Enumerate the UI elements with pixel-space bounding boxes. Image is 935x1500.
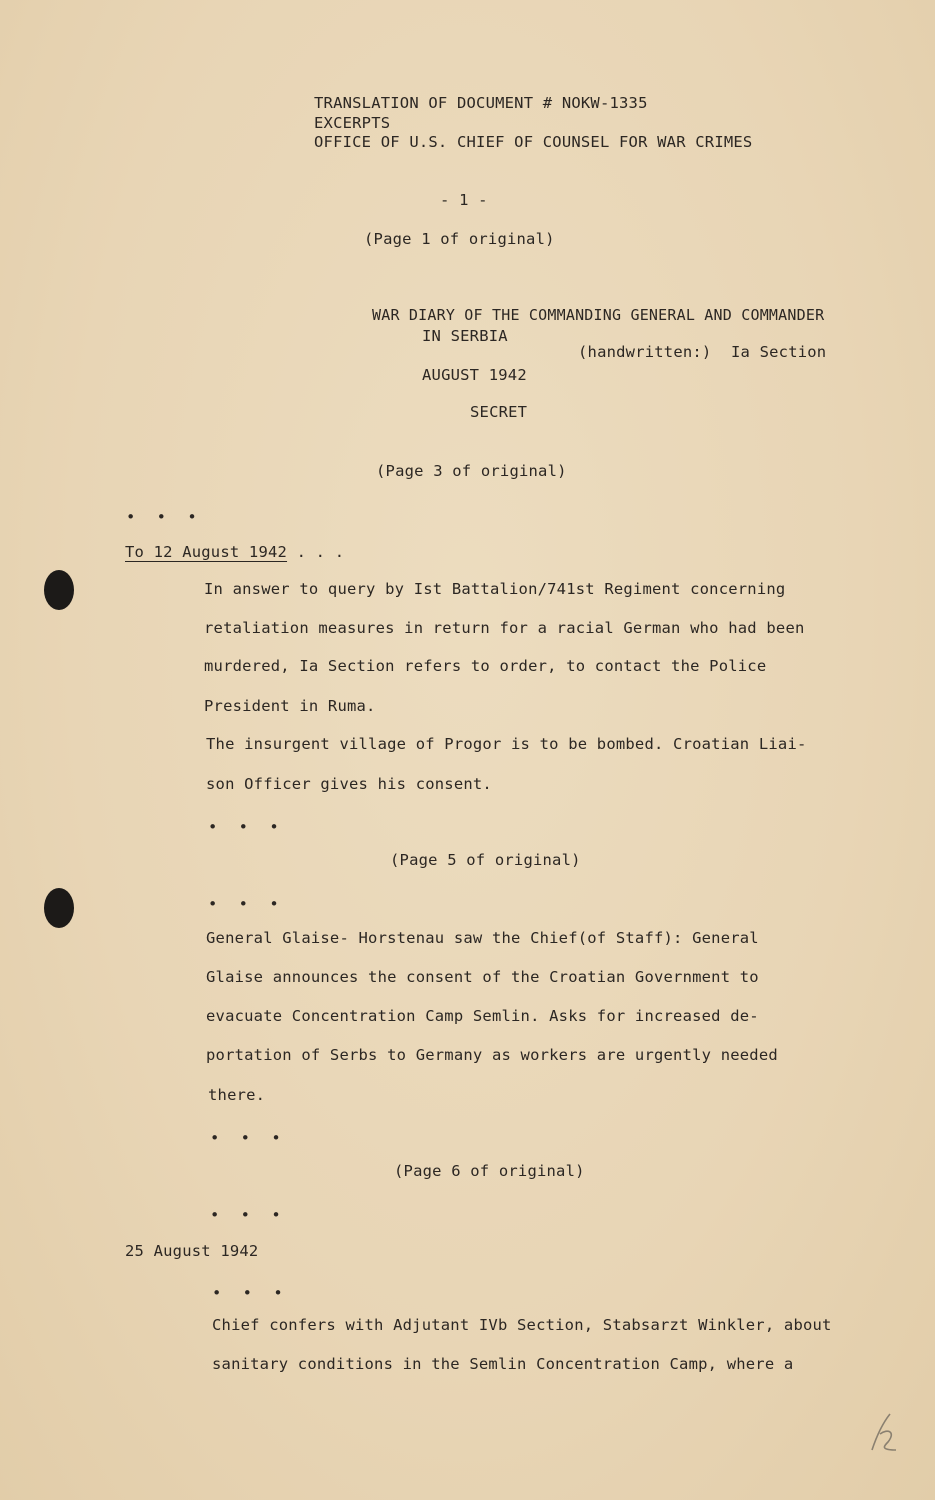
- entry2-line-4: portation of Serbs to Germany as workers are urgently needed: [206, 1046, 778, 1064]
- header-line-3: OFFICE OF U.S. CHIEF OF COUNSEL FOR WAR CRIMES: [314, 133, 753, 151]
- entry1-line-4: President in Ruma.: [204, 697, 376, 715]
- entry2-line-3: evacuate Concentration Camp Semlin. Asks for increased de-: [206, 1007, 759, 1025]
- entry-heading-3: 25 August 1942: [125, 1242, 259, 1260]
- entry1-line-2: retaliation measures in return for a racial German who had been: [204, 619, 805, 637]
- original-page-ref-6: (Page 6 of original): [394, 1162, 585, 1180]
- entry2-line-1: General Glaise- Horstenau saw the Chief(of Staff): General: [206, 929, 759, 947]
- header-line-1: TRANSLATION OF DOCUMENT # NOKW-1335: [314, 94, 648, 112]
- diary-date: AUGUST 1942: [422, 366, 527, 384]
- original-page-ref-5: (Page 5 of original): [390, 851, 581, 869]
- header-line-2: EXCERPTS: [314, 114, 391, 132]
- section-label: Ia Section: [731, 343, 827, 361]
- diary-title-line-2: IN SERBIA: [422, 327, 508, 345]
- ellipsis-5: • • •: [210, 1206, 287, 1224]
- classification-label: SECRET: [470, 403, 528, 421]
- entry-heading-1-suffix: . . .: [296, 543, 345, 561]
- entry-heading-1: [125, 543, 344, 561]
- handwritten-note: (handwritten:): [578, 343, 712, 361]
- ellipsis-2: • • •: [208, 818, 285, 836]
- ellipsis-1: • • •: [126, 508, 203, 526]
- handwritten-page-mark-icon: [866, 1410, 900, 1454]
- entry1-line-5: The insurgent village of Progor is to be bombed. Croatian Liai-: [206, 735, 807, 753]
- entry3-line-1: Chief confers with Adjutant IVb Section, Stabsarzt Winkler, about: [212, 1316, 832, 1334]
- punch-hole-top: [44, 570, 74, 610]
- entry-heading-1-date: To 12 August 1942: [125, 543, 288, 561]
- ellipsis-4: • • •: [210, 1129, 287, 1147]
- entry1-line-1: In answer to query by Ist Battalion/741st Regiment concerning: [204, 580, 786, 598]
- page-number: - 1 -: [440, 191, 488, 209]
- ellipsis-6: • • •: [212, 1284, 289, 1302]
- diary-title-line-1: WAR DIARY OF THE COMMANDING GENERAL AND COMMANDER: [372, 306, 825, 324]
- entry3-line-2: sanitary conditions in the Semlin Concentration Camp, where a: [212, 1355, 794, 1373]
- entry2-line-5: there.: [208, 1086, 266, 1104]
- punch-hole-bottom: [44, 888, 74, 928]
- entry2-line-2: Glaise announces the consent of the Croatian Government to: [206, 968, 759, 986]
- original-page-ref-3: (Page 3 of original): [376, 462, 567, 480]
- entry1-line-6: son Officer gives his consent.: [206, 775, 492, 793]
- original-page-ref-1: (Page 1 of original): [364, 230, 555, 248]
- entry1-line-3: murdered, Ia Section refers to order, to contact the Police: [204, 657, 767, 675]
- ellipsis-3: • • •: [208, 895, 285, 913]
